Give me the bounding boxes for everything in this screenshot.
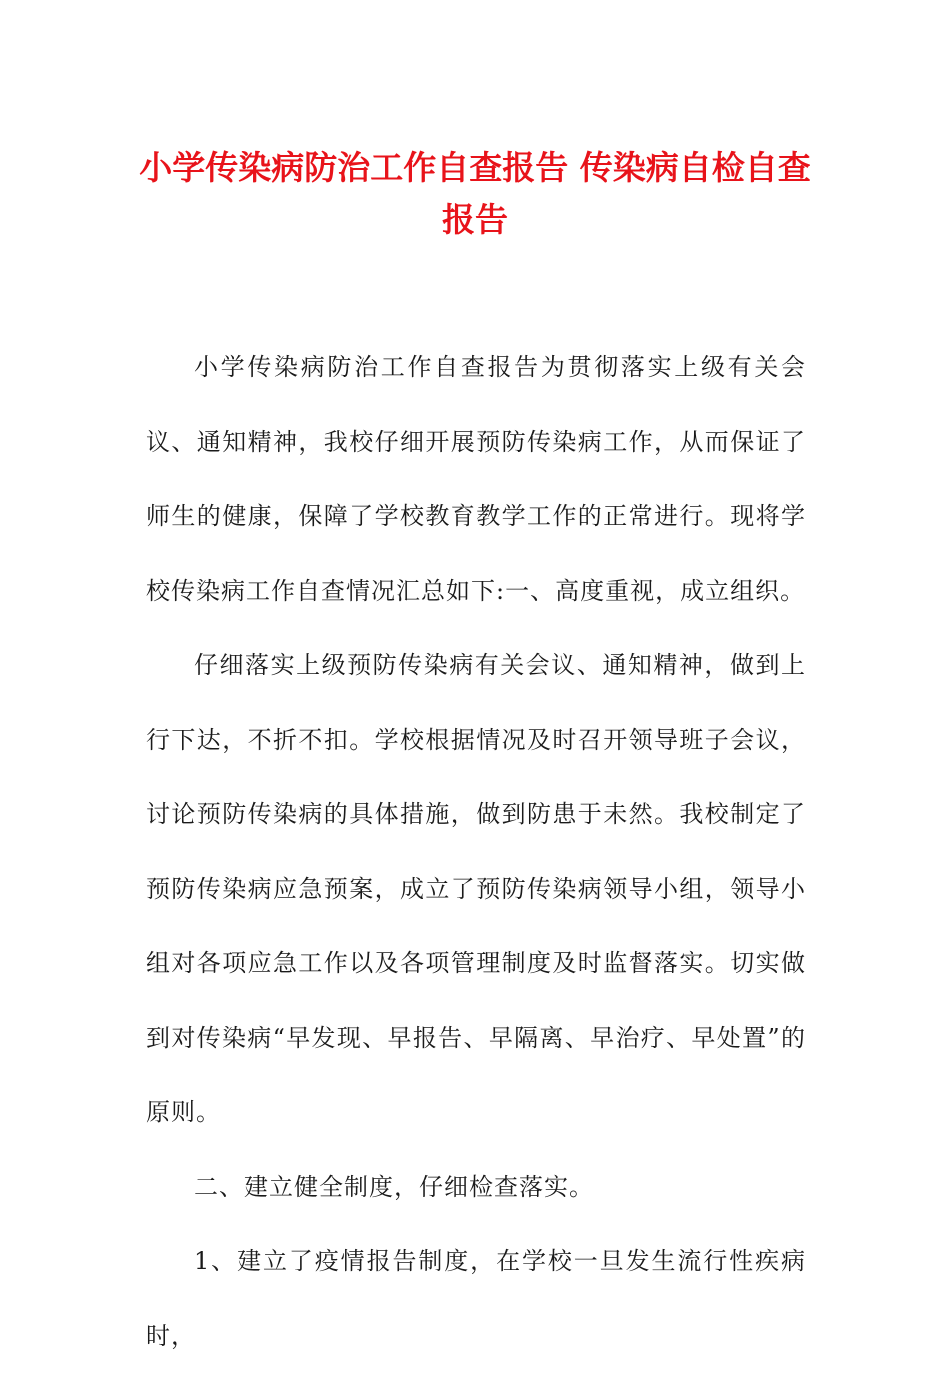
paragraph-intro: 小学传染病防治工作自查报告为贯彻落实上级有关会议、通知精神，我校仔细开展预防传染病工作，从而保证了师生的健康，保障了学校教育教学工作的正常进行。现将学校传染病工作自查情况汇总如下:一、高度重视，成立组织。 xyxy=(146,353,806,605)
paragraph-item-one: 1、建立了疫情报告制度，在学校一旦发生流行性疾病时， xyxy=(146,1247,806,1350)
document-title: 小学传染病防治工作自查报告 传染病自检自查报告 xyxy=(139,148,811,239)
paragraph-implementation: 仔细落实上级预防传染病有关会议、通知精神，做到上行下达，不折不扣。学校根据情况及时召开领导班子会议，讨论预防传染病的具体措施，做到防患于未然。我校制定了预防传染病应急预案，成立了预防传染病领导小组，领导小组对各项应急工作以及各项管理制度及时监督落实。切实做到对传染病“早发现、早报告、早隔离、早治疗、早处置”的原则。 xyxy=(146,651,806,1126)
document-body xyxy=(146,330,806,1373)
paragraph-section-two-heading: 二、建立健全制度，仔细检查落实。 xyxy=(194,1172,594,1201)
